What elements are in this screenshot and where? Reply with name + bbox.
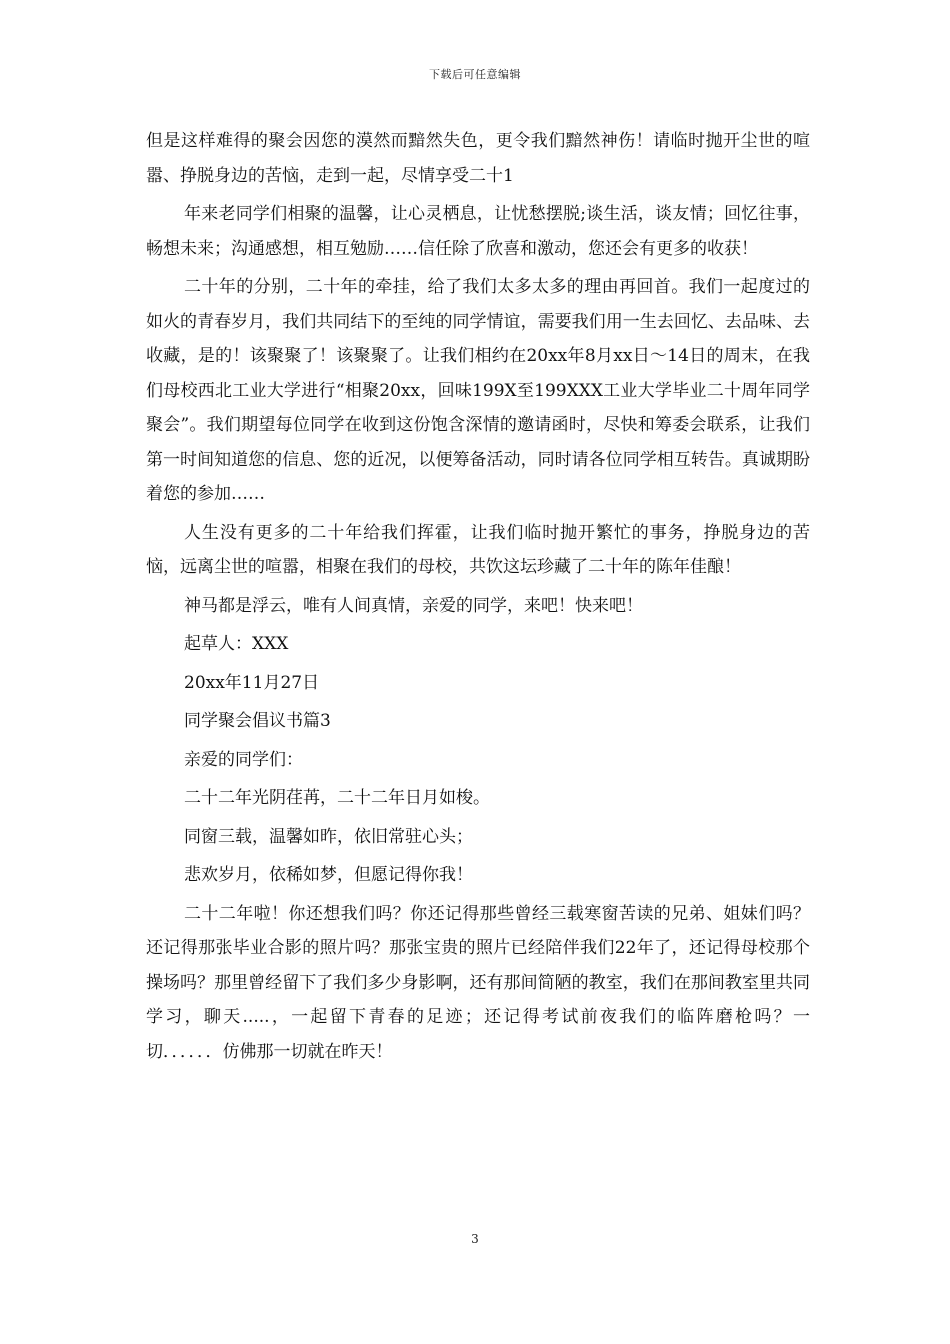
verse-line: 悲欢岁月，依稀如梦，但愿记得你我！	[184, 865, 473, 885]
document-body	[146, 124, 810, 1069]
page-header: 下载后可任意编辑	[429, 68, 521, 81]
section-title: 同学聚会倡议书篇3	[184, 711, 331, 731]
salutation: 亲爱的同学们：	[184, 749, 303, 770]
paragraph: 人生没有更多的二十年给我们挥霍，让我们临时抛开繁忙的事务，挣脱身边的苦恼，远离尘世的喧嚣，相聚在我们的母校，共饮这坛珍藏了二十年的陈年佳酿！	[146, 522, 810, 577]
paragraph: 神马都是浮云，唯有人间真情，亲爱的同学，来吧！快来吧！	[184, 595, 643, 616]
paragraph: 二十二年啦！你还想我们吗？你还记得那些曾经三载寒窗苦读的兄弟、姐妹们吗？还记得那张毕业合影的照片吗？那张宝贵的照片已经陪伴我们22年了，还记得母校那个操场吗？那里曾经留下了我们多少身影啊，还有那间简陋的教室，我们在那间教室里共同学习，聊天.....，一起留下青春的足迹；还记得考试前夜我们的临阵磨枪吗？一切．．．．．．仿佛那一切就在昨天！	[146, 903, 810, 1062]
page-number: 3	[471, 1232, 479, 1246]
paragraph: 二十年的分别，二十年的牵挂，给了我们太多太多的理由再回首。我们一起度过的如火的青春岁月，我们共同结下的至纯的同学情谊，需要我们用一生去回忆、去品味、去收藏，是的！该聚聚了！该聚聚了。让我们相约在20xx年8月xx日～14日的周末，在我们母校西北工业大学进行“相聚20xx，回味199X至199XXX工业大学毕业二十周年同学聚会”。我们期望每位同学在收到这份饱含深情的邀请函时，尽快和筹委会联系，让我们第一时间知道您的信息、您的近况，以便筹备活动，同时请各位同学相互转告。真诚期盼着您的参加……	[146, 277, 810, 504]
verse-line: 二十二年光阴荏苒，二十二年日月如梭。	[184, 788, 490, 808]
date-line: 20xx年11月27日	[184, 672, 320, 693]
drafter-line: 起草人：XXX	[184, 634, 289, 654]
paragraph: 年来老同学们相聚的温馨，让心灵栖息，让忧愁摆脱;谈生活，谈友情；回忆往事，畅想未来；沟通感想，相互勉励……信任除了欣喜和激动，您还会有更多的收获！	[146, 204, 810, 259]
paragraph: 但是这样难得的聚会因您的漠然而黯然失色，更令我们黯然神伤！请临时抛开尘世的喧嚣、挣脱身边的苦恼，走到一起，尽情享受二十1	[146, 131, 810, 186]
verse-line: 同窗三载，温馨如昨，依旧常驻心头；	[184, 826, 473, 847]
